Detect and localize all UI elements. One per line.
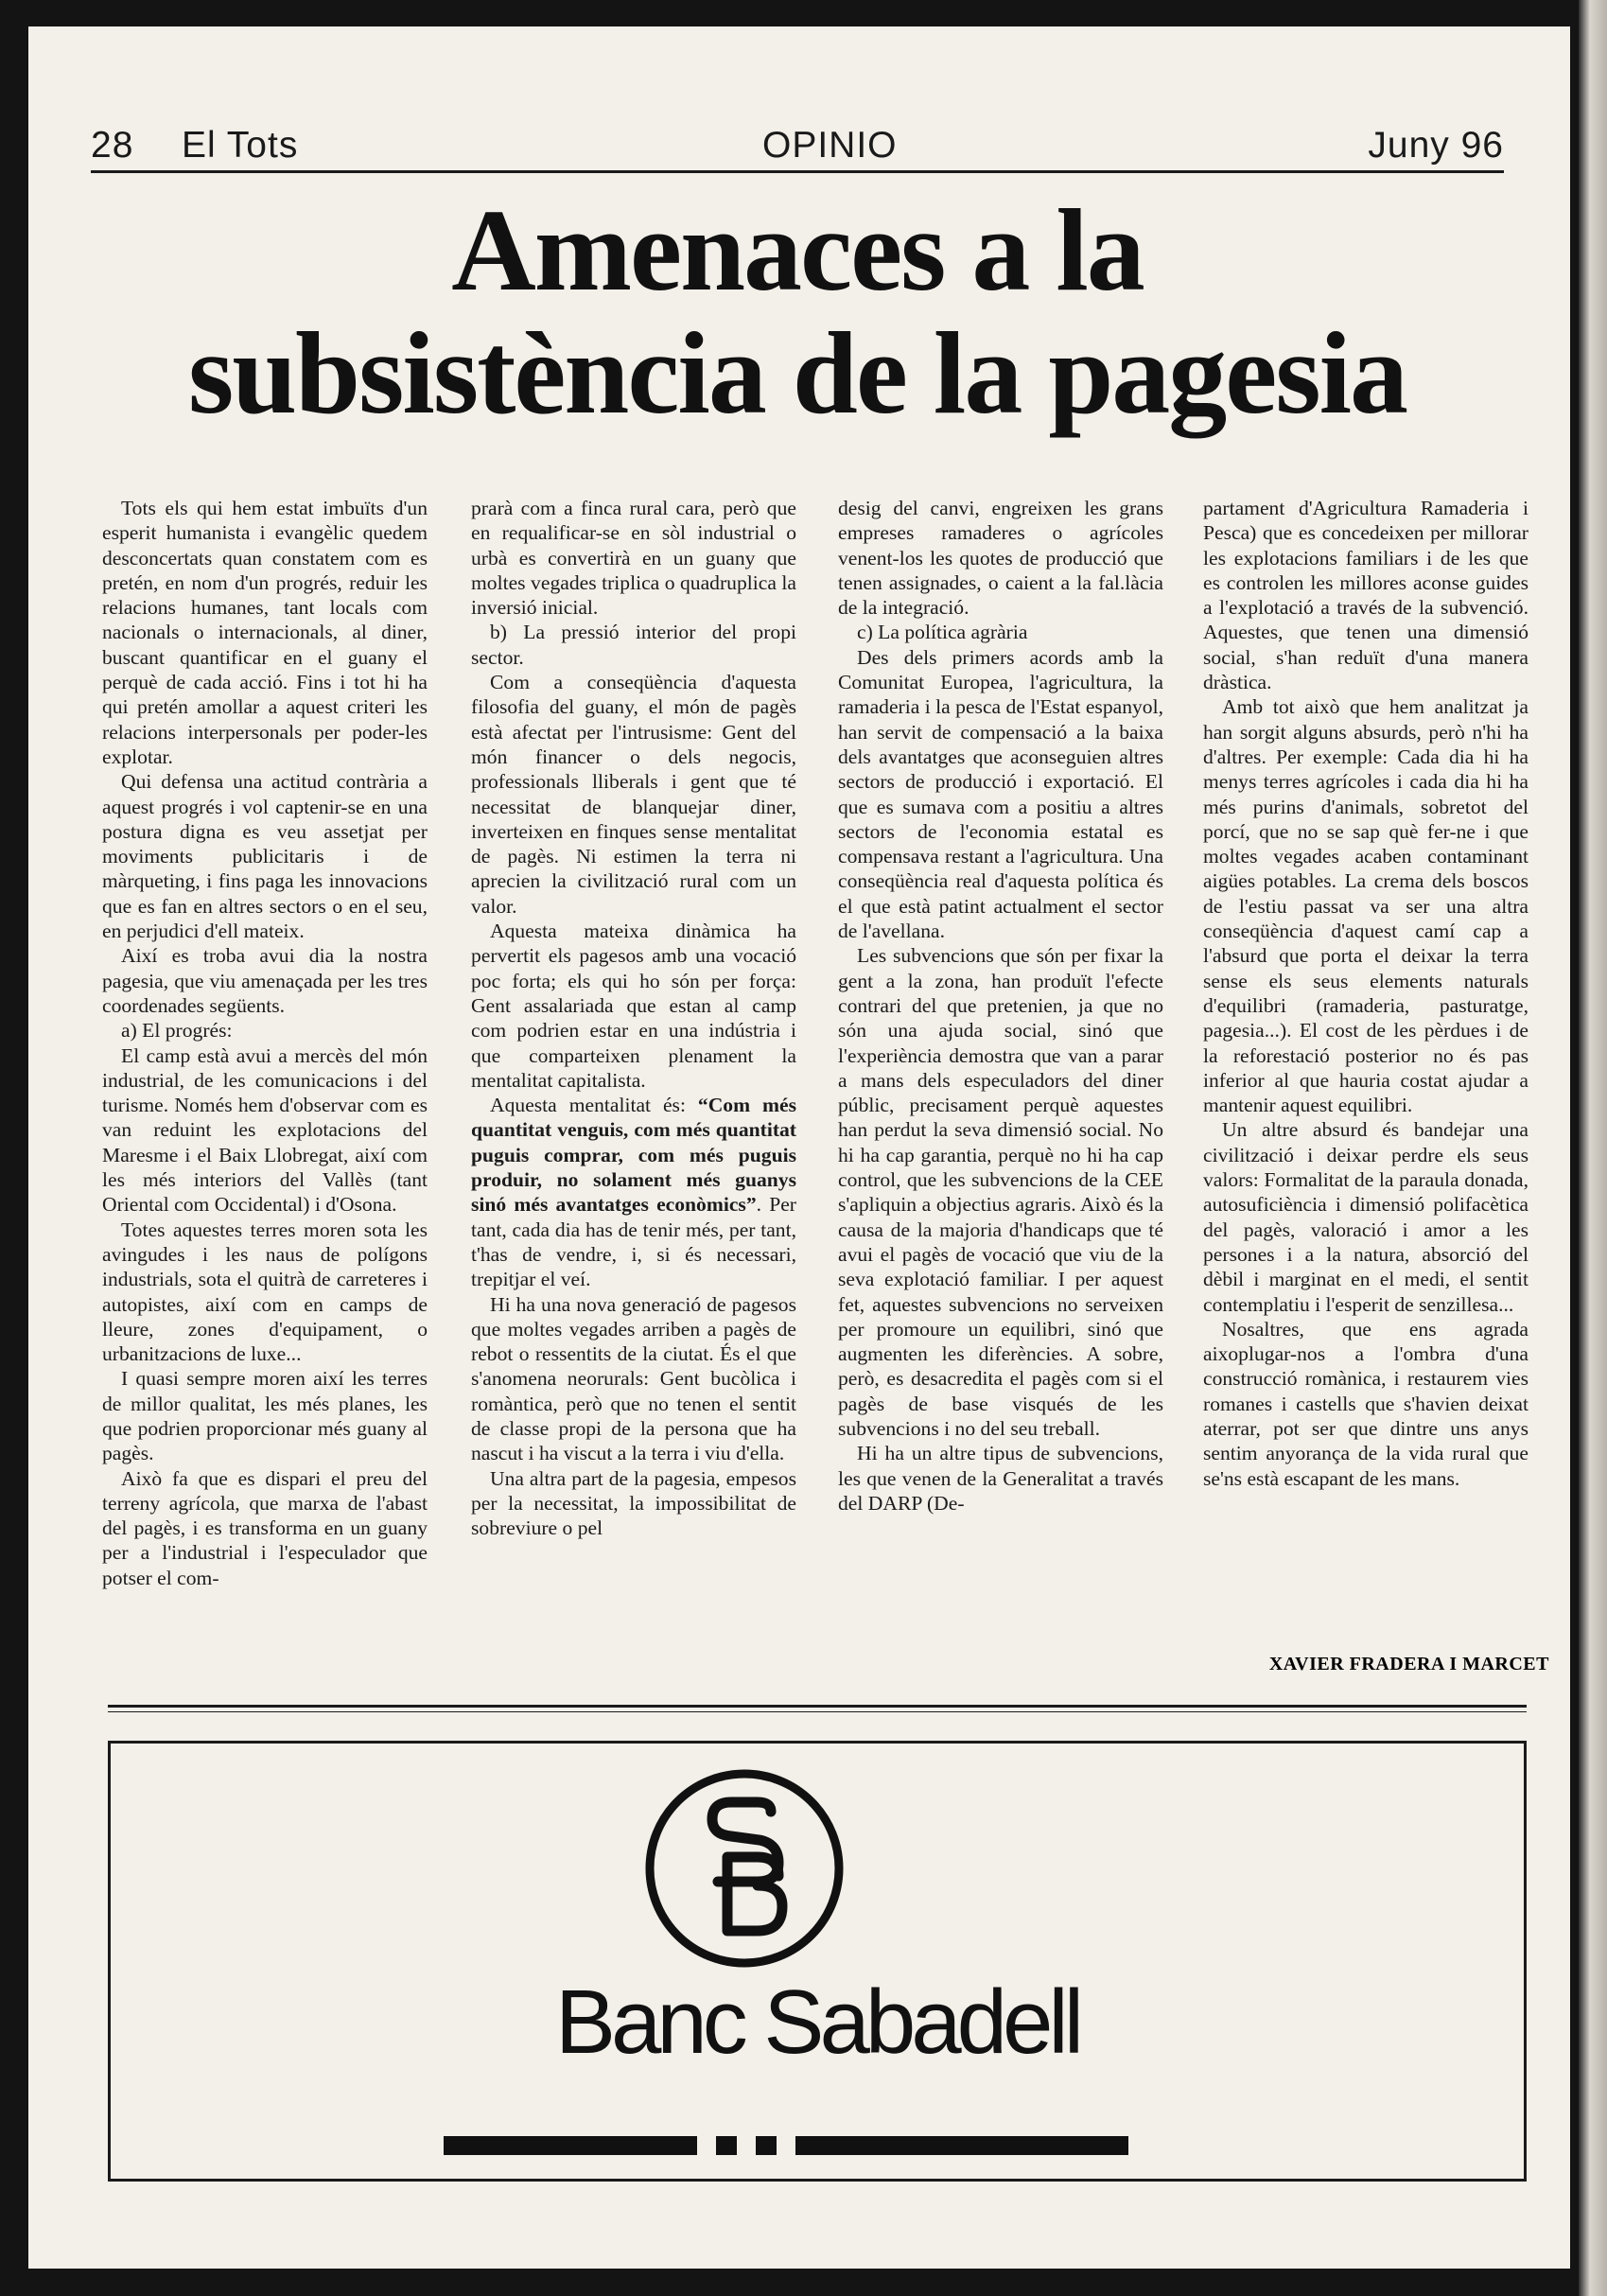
divider — [108, 1711, 1527, 1712]
advertisement-banc-sabadell — [108, 1741, 1527, 2182]
section-heading: b) La pressió interior del propi sector. — [471, 621, 796, 669]
paragraph: prarà com a finca rural cara, però que en requalificar-se en sòl industrial o urbà es convertirà en un guany que moltes vegades triplica o quadruplica la inversió inicial. — [471, 497, 796, 620]
article-column-1 — [102, 496, 428, 1686]
paragraph: Amb tot això que hem analitzat ja han sorgit alguns absurds, però n'hi ha d'altres. Per exemple: Cada dia hi ha menys terres agrícoles i cada dia hi ha més purins d'animals, sobretot del porcí, que no se sap què fer-ne i que moltes vegades acaben contaminant aigües potables. La crema dels boscos de l'estiu passat va ser una altra conseqüència d'aquest camí cap a l'absurd que porta el deixar la terra sense els seus elements naturals d'equilibri (ramaderia, pasturatge, pagesia...). El cost de les pèrdues i de la reforestació posterior no és pas inferior al que hauria costat ajudar a mantenir aquest equilibri. — [1203, 695, 1528, 1117]
paragraph: Un altre absurd és bandejar una civilització i deixar perdre els seus valors: Formalitat de la paraula donada, autosuficiència i dimensió polifacètica del pagès, valoració i amor a les persones i a la natura, absorció del dèbil i marginat en el medi, el sentit contemplatiu i l'esperit de senzillesa... — [1203, 1118, 1528, 1316]
article-body — [102, 496, 1549, 1686]
paragraph: El camp està avui a mercès del món industrial, de les comunicacions i del turisme. Només hem d'observar com es van reduint les explotacions del Maresme i el Baix Llobregat, així com les més interiors del Vallès (tant Oriental com Occidental) i d'Osona. — [102, 1043, 428, 1217]
divider — [108, 1705, 1527, 1708]
bank-logo-icon — [640, 1764, 848, 1972]
brand-bar-right — [795, 2136, 1128, 2155]
quote-after: . Per tant, cada dia has de tenir més, per tant, t'has de vendre, i, si és necessari, trepitjar el veí. — [471, 1193, 796, 1291]
paragraph: I quasi sempre moren així les terres de millor qualitat, les més planes, les que podrien proporcionar més guany al pagès. — [102, 1367, 428, 1465]
paragraph: Les subvencions que són per fixar la gent a la zona, han produït l'efecte contrari del que pretenien, ja que no són una ajuda social, sinó que l'experiència demostra que van a parar a mans dels especuladors del diner públic, precisament perquè aquestes han perdut la seva dimensió social. No hi ha cap garantia, perquè no hi ha cap control, que les subvencions de la CEE s'apliquin a objectius agraris. Això és la causa de la majoria d'handicaps que té avui el pagès de vocació que viu de la seva explotació familiar. I per aquest fet, aquestes subvencions no serveixen per promoure un equilibri, sinó que augmenten les diferències. A sobre, però, es desacredita el pagès com si el pagès de base visqués de les subvencions i no del seu treball. — [838, 944, 1163, 1440]
binding-edge — [1579, 0, 1607, 2296]
author-signature: XAVIER FRADERA I MARCET — [1268, 1654, 1549, 1674]
paragraph: Qui defensa una actitud contrària a aquest progrés i vol captenir-se en una postura digna es veu assetjat per moviments publicitaris i de màrqueting, i fins paga les innovacions que es fan en altres sectors o en el seu, en perjudici d'ell mateix. — [102, 770, 428, 943]
issue-date: Juny 96 — [1368, 125, 1504, 166]
brand-bar-dot — [756, 2136, 777, 2155]
paragraph: Això fa que es dispari el preu del terreny agrícola, que marxa de l'abast del pagès, i es transforma en un guany per a l'industrial i l'especulador que potser el com- — [102, 1466, 428, 1589]
newspaper-page — [28, 26, 1570, 2269]
quote-paragraph — [471, 1093, 796, 1291]
article-column-2 — [471, 496, 796, 1686]
section-heading: c) La política agrària — [857, 621, 1028, 644]
publication-name: El Tots — [182, 125, 299, 166]
paragraph: Totes aquestes terres moren sota les avingudes i les naus de polígons industrials, sota el quitrà de carreteres i autopistes, així com en camps de lleure, zones d'equipament, o urbanitzacions de luxe... — [102, 1218, 428, 1366]
paragraph: Tots els qui hem estat imbuïts d'un esperit humanista i evangèlic quedem desconcertats quan constatem com es pretén, en nom d'un progrés, reduir les relacions humanes, tant locals com nacionals o internacionals, al diner, buscant quantificar en el guany el perquè de cada acció. Fins i tot hi ha qui pretén amollar a aquest criteri les relacions interpersonals per poder-les explotar. — [102, 497, 428, 768]
paragraph: Com a conseqüència d'aquesta filosofia del guany, el món de pagès està afectat per l'intrusisme: Gent del món financer o dels negocis, professionals lliberals i gent que té necessitat de blanquejar diner, inverteixen en finques sense mentalitat de pagès. Ni estimen la terra ni aprecien la civilització rural com un valor. — [471, 671, 796, 918]
article-title — [91, 185, 1504, 438]
bold-quote: “Com més quantitat venguis, com més quantitat puguis comprar, com més puguis produir, no solament més guanys sinó més avantatges econòmics” — [471, 1094, 796, 1217]
paragraph: Des dels primers acords amb la Comunitat Europea, l'agricultura, la ramaderia i la pesca de l'Estat espanyol, han servit de compensació a la baixa dels avantatges que aconseguien altres sectors de producció i exportació. El que es sumava com a positiu a altres sectors de l'economia estatal es compensava restant a l'agricultura. Una conseqüència real d'aquesta política és el que està patint actualment el sector de l'avellana. — [838, 645, 1163, 943]
quote-intro: Aquesta mentalitat és: — [490, 1094, 698, 1117]
paragraph: Aquesta mateixa dinàmica ha pervertit els pagesos amb una vocació poc forta; els qui ho són per força: Gent assalariada que estan al camp com podrien estar en una indústria i que comparteixen plenament la mentalitat capitalista. — [471, 920, 796, 1092]
article-column-3 — [838, 496, 1163, 1686]
paragraph: Així es troba avui dia la nostra pagesia, que viu amenaçada per les tres coordenades següents. — [102, 944, 428, 1017]
page-header — [91, 117, 1504, 173]
title-line-1: Amenaces a la — [451, 185, 1144, 315]
paragraph: Hi ha una nova generació de pagesos que moltes vegades arriben a pagès de rebot o ressentits de la ciutat. És el que s'anomena neorurals: Gent bucòlica i romàntica, però que no tenen el sentit de classe propi de la persona que ha nascut i ha viscut a la terra i viu d'ella. — [471, 1292, 796, 1465]
bank-name: Banc Sabadell — [554, 1972, 1080, 2073]
paragraph: partament d'Agricultura Ramaderia i Pesca) que es concedeixen per millorar les explotacions familiars i de les que es controlen les millores aconse guides a l'explotació a través de la subvenció. Aquestes, que tenen una dimensió social, s'han reduït d'una manera dràstica. — [1203, 497, 1528, 694]
page-number: 28 — [91, 125, 134, 166]
paragraph: Nosaltres, que ens agrada aixoplugar-nos a l'ombra d'una construcció romànica, i restaurem vies romanes i castells que s'havien deixat aterrar, pot ser que dintre uns anys sentim anyorança de la vida rural que se'ns està escapant de les mans. — [1203, 1317, 1528, 1490]
brand-bar-dot — [716, 2136, 737, 2155]
paragraph: Hi ha un altre tipus de subvencions, les que venen de la Generalitat a través del DARP (De- — [838, 1442, 1163, 1515]
paragraph: desig del canvi, engreixen les grans empreses ramaderes o agrícoles venent-los les quotes de producció que tenen assignades, o caient a la fal.làcia de la integració. — [838, 497, 1163, 620]
paragraph: Una altra part de la pagesia, empesos per la necessitat, la impossibilitat de sobreviure o pel — [471, 1466, 796, 1540]
brand-bar-left — [444, 2136, 697, 2155]
article-column-4 — [1203, 496, 1528, 1686]
section-name: OPINIO — [762, 125, 898, 166]
section-heading: a) El progrés: — [121, 1019, 233, 1043]
title-line-2: subsistència de la pagesia — [187, 308, 1407, 438]
